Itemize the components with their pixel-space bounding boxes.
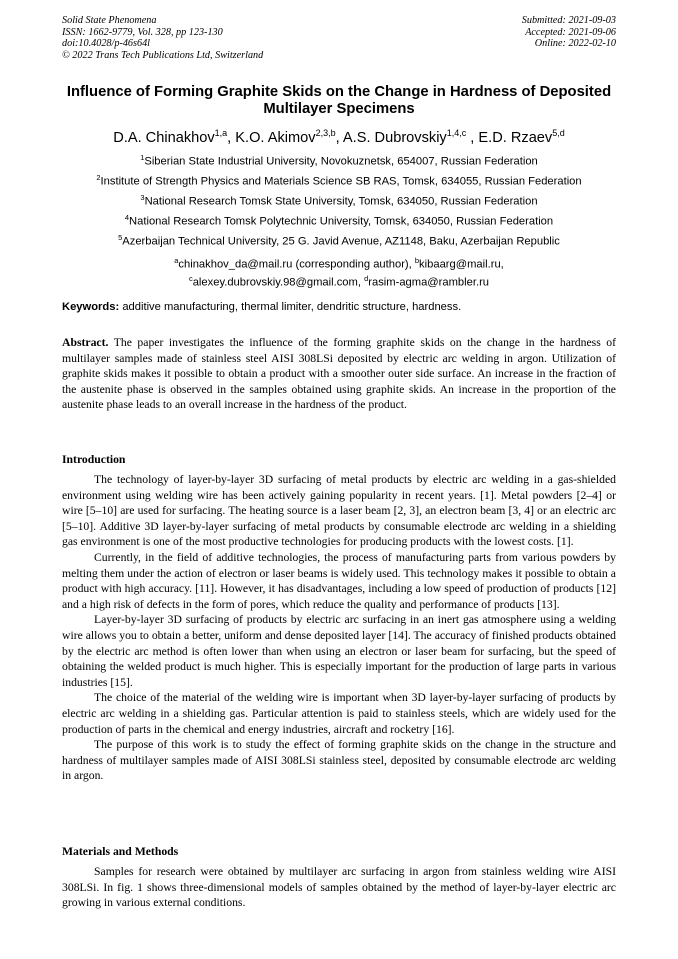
affiliation-number: 2 bbox=[96, 173, 101, 182]
keywords bbox=[62, 300, 616, 314]
email-link[interactable]: chinakhov_da@mail.ru (corresponding author), bbox=[178, 258, 412, 271]
submitted-date: Submitted: 2021-09-03 bbox=[521, 15, 616, 26]
keywords-label: Keywords: bbox=[62, 301, 120, 313]
email-marker: a bbox=[174, 256, 179, 265]
affiliation-text: Siberian State Industrial University, Novokuznetsk, 654007, Russian Federation bbox=[144, 155, 538, 168]
online-date: Online: 2022-02-10 bbox=[534, 38, 616, 50]
accepted-date: Accepted: 2021-09-06 bbox=[525, 26, 616, 38]
affiliation-2 bbox=[40, 171, 638, 189]
introduction-heading: Introduction bbox=[62, 453, 126, 466]
methods-body bbox=[62, 864, 616, 911]
affiliation-text: Azerbaijan Technical University, 25 G. Javid Avenue, AZ1148, Baku, Azerbaijan Republic bbox=[122, 235, 560, 248]
email-list bbox=[62, 254, 616, 289]
affiliation-1 bbox=[40, 151, 638, 169]
copyright-line: © 2022 Trans Tech Publications Ltd, Switzerland bbox=[62, 49, 264, 61]
email-marker: d bbox=[364, 273, 369, 283]
author-sup: 2,3,b bbox=[315, 128, 336, 138]
abstract-text: The paper investigates the influence of the forming graphite skids on the change in the hardness of multilayer samples made of stainless steel AISI 308LSi deposited by electric arc welding in argon. Utilization of graphite skids makes it possible to obtain a product with a smoother outer side surface. An increase in the fraction of the austenite phase is observed in the samples obtained using graphite skids. An increase in the proportion of the austenite phase leads to an overall increase in the hardness of the product. bbox=[62, 336, 616, 412]
email-marker: b bbox=[414, 256, 420, 265]
affiliation-text: Institute of Strength Physics and Materials Science SB RAS, Tomsk, 634055, Russian Federation bbox=[100, 175, 582, 188]
paragraph: Layer-by-layer 3D surfacing of products by electric arc surfacing in an inert gas atmosphere using a welding wire allows you to obtain a better, uniform and dense deposited layer [14]. The accuracy of finished products obtained by the electric arc method is often lower than when using an electron or laser beam for surfacing, but the speed of obtaining the welded product is much higher. This is especially important for the production of large parts in various industries [15]. bbox=[62, 613, 616, 689]
author-name: K.O. Akimov bbox=[235, 129, 316, 146]
paper-title: Influence of Forming Graphite Skids on the Change in Hardness of Deposited Multilayer Specimens bbox=[66, 84, 612, 117]
abstract bbox=[62, 335, 616, 413]
introduction-body bbox=[62, 472, 616, 784]
affiliation-number: 1 bbox=[140, 153, 145, 162]
keywords-text: additive manufacturing, thermal limiter, dendritic structure, hardness. bbox=[122, 301, 462, 313]
author-name: A.S. Dubrovskiy bbox=[342, 129, 447, 146]
affiliation-text: National Research Tomsk State University, Tomsk, 634050, Russian Federation bbox=[144, 195, 538, 208]
affiliation-number: 3 bbox=[140, 193, 145, 202]
journal-header bbox=[62, 15, 263, 61]
paragraph: The choice of the material of the welding wire is important when 3D layer-by-layer surfacing of products by electric arc welding in a shielding gas. Particular attention is paid to stainless steels, which are widely used for the production of parts in the chemical and energy industries, aircraft and rocketry [16]. bbox=[62, 691, 616, 736]
paragraph: The purpose of this work is to study the effect of forming graphite skids on the change in the structure and hardness of multilayer samples made of AISI 308LSi stainless steel, deposited by consumable electrode arc welding in argon. bbox=[62, 738, 616, 783]
dates-header bbox=[522, 15, 616, 50]
author-sup: 1,4,c bbox=[446, 128, 467, 138]
doi-line: doi:10.4028/p-46s64l bbox=[62, 38, 151, 50]
author-name: D.A. Chinakhov bbox=[113, 129, 215, 146]
affiliation-3 bbox=[40, 191, 638, 209]
journal-name: Solid State Phenomena bbox=[62, 15, 157, 26]
author-list: D.A. Chinakhov$^{1,a}$, K.O. Akimov$^{2,3,b}$, A.S. Dubrovskiy$^{1,4,c}$ , E.D. Rzaev$^{5,d}$ bbox=[113, 128, 565, 146]
affiliation-text: National Research Tomsk Polytechnic University, Tomsk, 634050, Russian Federation bbox=[129, 215, 554, 228]
author-name: E.D. Rzaev bbox=[478, 129, 553, 146]
affiliation-4 bbox=[40, 211, 638, 229]
affiliation-5 bbox=[40, 231, 638, 249]
email-line-2 bbox=[62, 272, 616, 290]
methods-heading: Materials and Methods bbox=[62, 845, 179, 858]
author-sup: 5,d bbox=[552, 128, 565, 138]
email-link[interactable]: rasim-agma@rambler.ru bbox=[368, 276, 490, 289]
email-line-1 bbox=[62, 254, 616, 272]
paragraph: The technology of layer-by-layer 3D surfacing of metal products by electric arc welding in a gas-shielded environment using welding wire has been actively gaining popularity in recent years. [1]. Metal powders [2–4] or wire [5–10] are used for surfacing. The heating source is a laser beam [2, 3], an electron beam [3, 4] or an electric arc [5–10]. Additive 3D layer-by-layer surfacing of metal products by consumable electrode arc welding in a shielding gas environment is one of the most productive technologies for producing products with the lowest costs. [1]. bbox=[62, 473, 616, 549]
issn-line: ISSN: 1662-9779, Vol. 328, pp 123-130 bbox=[62, 26, 223, 38]
abstract-label: Abstract. bbox=[62, 336, 109, 349]
affiliation-number: 5 bbox=[118, 233, 123, 242]
email-link[interactable]: alexey.dubrovskiy.98@gmail.com, bbox=[192, 276, 361, 289]
email-marker: c bbox=[188, 273, 193, 283]
affiliation-number: 4 bbox=[124, 213, 130, 222]
paragraph: Currently, in the field of additive technologies, the process of manufacturing parts from various powders by melting them under the action of electron or laser beams is widely used. This technology makes it possible to obtain a product with high accuracy. [11]. However, it has disadvantages, including a low speed of production of products [12] and a high risk of defects in the form of pores, which reduce the quality and performance of products [13]. bbox=[62, 550, 616, 611]
author-sup: 1,a bbox=[214, 128, 228, 138]
email-link[interactable]: kibaarg@mail.ru, bbox=[419, 258, 504, 271]
paragraph: Samples for research were obtained by multilayer arc surfacing in argon from stainless welding wire AISI 308LSi. In fig. 1 shows three-dimensional models of samples obtained by the method of layer-by-layer electric arc growing in various external conditions. bbox=[62, 865, 616, 910]
